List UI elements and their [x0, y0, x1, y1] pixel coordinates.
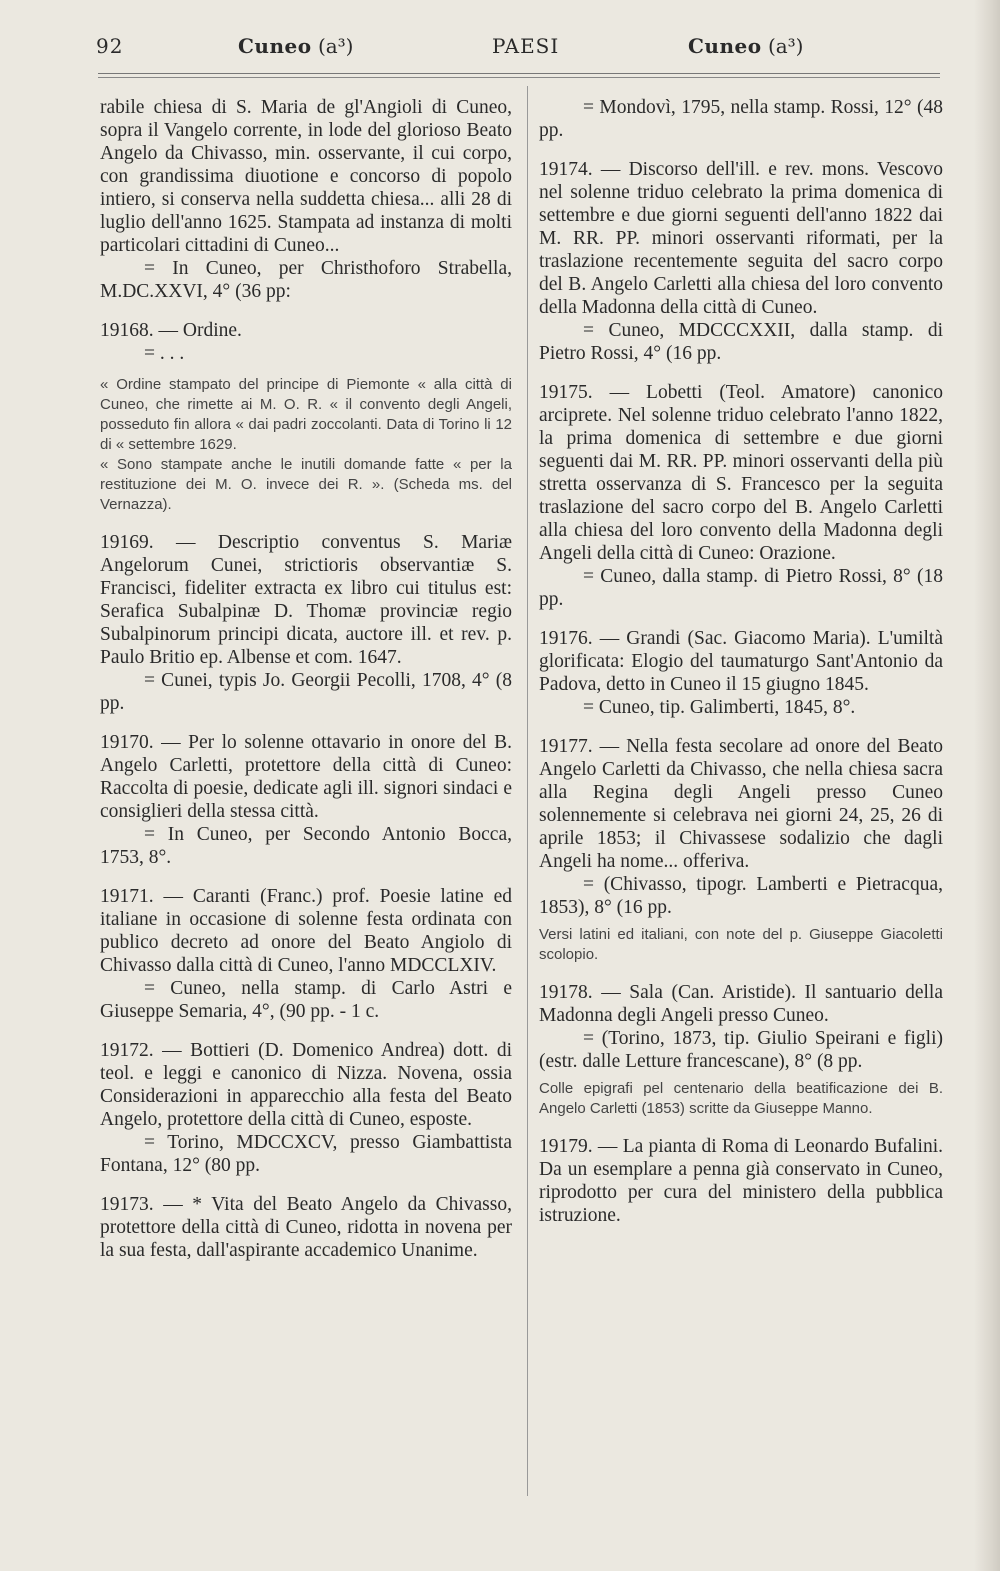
- entry-note: Colle epigrafi pel centenario della beatificazione dei B. Angelo Carletti (1853) scritte da Giuseppe Manno.: [539, 1080, 943, 1117]
- running-title-right-suffix: (a³): [767, 34, 804, 58]
- bibliographic-entry: 19179. — La pianta di Roma di Leonardo Bufalini. Da un esemplare a penna già conservato in Cuneo, riprodotto per cura del ministero della pubblica istruzione.: [539, 1136, 943, 1226]
- bibliographic-entry: 19174. — Discorso dell'ill. e rev. mons. Vescovo nel solenne triduo celebrato la prima domenica di settembre e due giorni seguenti dell'anno 1822 dai M. RR. PP. minori osservanti riformati, per la traslazione recentemente seguita del sacro corpo del B. Angelo Carletti alla chiesa del loro convento della Madonna della città di Cuneo.: [539, 159, 943, 318]
- running-title-right-name: Cuneo: [688, 34, 762, 58]
- imprint: = Cuneo, tip. Galimberti, 1845, 8°.: [583, 697, 856, 718]
- page-header: [96, 34, 942, 68]
- entry-note: « Sono stampate anche le inutili domande fatte « per la restituzione dei M. O. invece dei R. ». (Scheda ms. del Vernazza).: [100, 456, 512, 513]
- bibliographic-entry: 19177. — Nella festa secolare ad onore del Beato Angelo Carletti da Chivasso, che nella chiesa sacra alla Regina degli Angeli presso Cuneo solennemente si celebrava nei giorni 24, 25, 26 di aprile 1853; il Chivassese sodalizio che dagli Angeli ha nome... offeriva.: [539, 736, 943, 872]
- bibliographic-entry: 19178. — Sala (Can. Aristide). Il santuario della Madonna degli Angeli presso Cuneo.: [539, 982, 943, 1026]
- header-rule-top: [98, 73, 940, 74]
- bibliographic-entry: 19175. — Lobetti (Teol. Amatore) canonico arciprete. Nel solenne triduo celebrato l'anno 1822, la prima domenica di settembre e due giorni seguenti dai M. RR. PP. minori osservanti della più stretta osservanza di S. Francesco per la seguita traslazione del sacro corpo del B. Angelo Carletti alla chiesa del loro convento della Madonna degli Angeli della città di Cuneo: Orazione.: [539, 382, 943, 564]
- running-title-center: PAESI: [492, 34, 560, 58]
- running-title-right: [688, 34, 803, 58]
- imprint: = Cuneo, MDCCCXXII, dalla stamp. di Pietro Rossi, 4° (16 pp.: [539, 320, 943, 364]
- bibliographic-entry: 19168. — Ordine.: [100, 320, 242, 341]
- imprint: = . . .: [144, 343, 185, 364]
- bibliographic-entry: 19171. — Caranti (Franc.) prof. Poesie latine ed italiane in occasione di solenne festa ordinata con publico decreto ad onore del Beato Angiolo di Chivasso dalla città di Cuneo, l'anno MDCCLXIV.: [100, 886, 512, 976]
- imprint: = (Chivasso, tipogr. Lamberti e Pietracqua, 1853), 8° (16 pp.: [539, 874, 943, 918]
- bibliographic-entry: 19172. — Bottieri (D. Domenico Andrea) dott. di teol. e leggi e canonico di Nizza. Novena, ossia Considerazioni in apparecchio alla festa del Beato Angelo, protettore della città di Cuneo, esposte.: [100, 1040, 512, 1130]
- running-title-left-suffix: (a³): [317, 34, 354, 58]
- bibliographic-entry: 19176. — Grandi (Sac. Giacomo Maria). L'umiltà glorificata: Elogio del taumaturgo Sant'Antonio da Padova, detto in Cuneo il 15 giugno 1845.: [539, 628, 943, 695]
- running-title-left-name: Cuneo: [238, 34, 312, 58]
- bibliographic-entry: 19169. — Descriptio conventus S. Mariæ Angelorum Cunei, strictioris observantiæ S. Francisci, fideliter extracta ex libro cui titulus est: Serafica Subalpinæ D. Thomæ provinciæ regio Subalpinorum principi dicata, auctore ill. et rev. p. Paulo Britio ep. Albense et com. 1647.: [100, 532, 512, 668]
- bibliographic-entry: 19170. — Per lo solenne ottavario in onore del B. Angelo Carletti, protettore della città di Cuneo: Raccolta di poesie, dedicate agli ill. signori sindaci e consiglieri della stessa città.: [100, 732, 512, 822]
- imprint: = In Cuneo, per Christhoforo Strabella, M.DC.XXVI, 4° (36 pp:: [100, 258, 512, 302]
- imprint: = Torino, MDCCXCV, presso Giambattista Fontana, 12° (80 pp.: [100, 1132, 512, 1176]
- entry-note: Versi latini ed italiani, con note del p. Giuseppe Giacoletti scolopio.: [539, 926, 943, 963]
- imprint: = (Torino, 1873, tip. Giulio Speirani e figli) (estr. dalle Letture francescane), 8° (8 pp.: [539, 1028, 943, 1072]
- imprint: = Cuneo, dalla stamp. di Pietro Rossi, 8° (18 pp.: [539, 566, 943, 610]
- imprint: = In Cuneo, per Secondo Antonio Bocca, 1753, 8°.: [100, 824, 512, 868]
- imprint: = Cuneo, nella stamp. di Carlo Astri e Giuseppe Semaria, 4°, (90 pp. - 1 c.: [100, 978, 512, 1022]
- running-title-left: [238, 34, 353, 58]
- entry-note: « Ordine stampato del principe di Piemonte « alla città di Cuneo, che rimette ai M. O. R. « il convento degli Angeli, posseduto fin allora « dai padri zoccolanti. Data di Torino li 12 di « settembre 1629.: [100, 376, 512, 453]
- header-rule-bottom: [98, 77, 940, 78]
- imprint: = Mondovì, 1795, nella stamp. Rossi, 12° (48 pp.: [539, 97, 943, 141]
- bibliographic-entry: 19173. — * Vita del Beato Angelo da Chivasso, protettore della città di Cuneo, ridotta in novena per la sua festa, dall'aspirante accademico Unanime.: [100, 1194, 512, 1261]
- left-column: [100, 96, 512, 1262]
- page-edge-shadow: [974, 0, 1000, 1571]
- right-column: [539, 96, 943, 1227]
- entry-continuation: rabile chiesa di S. Maria de gl'Angioli di Cuneo, sopra il Vangelo corrente, in lode del glorioso Beato Angelo da Chivasso, min. osservante, il cui corpo, con grandissima diuotione e concorso di popolo intiero, si conserva nella suddetta chiesa... alli 28 di luglio dell'anno 1625. Stampata ad instanza di molti particolari cittadini di Cuneo...: [100, 97, 512, 256]
- column-divider: [527, 86, 528, 1496]
- page-number: 92: [96, 34, 124, 58]
- imprint: = Cunei, typis Jo. Georgii Pecolli, 1708, 4° (8 pp.: [100, 670, 512, 714]
